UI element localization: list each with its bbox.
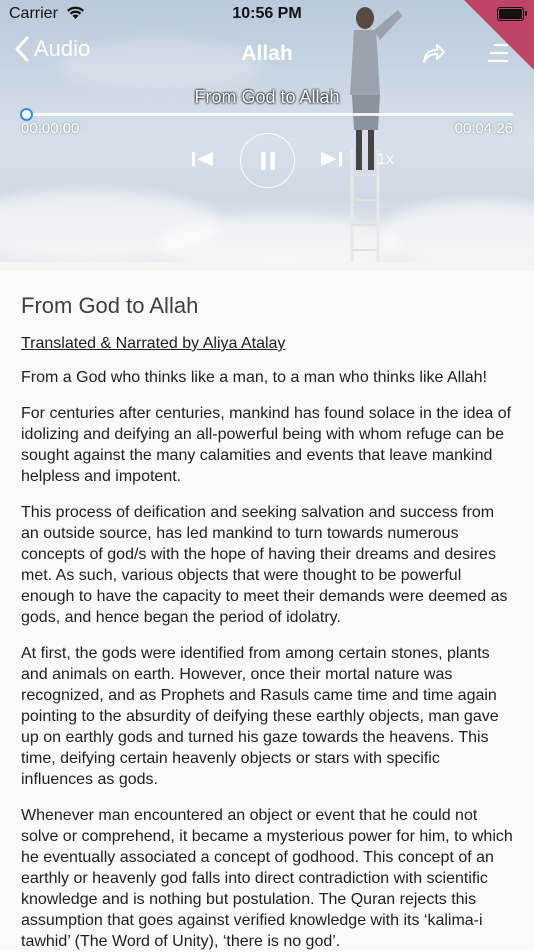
hamburger-menu-icon[interactable]	[486, 43, 510, 63]
article-paragraph: At first, the gods were identified from among certain stones, plants and animals on earth. However, once their mortal nature was recognized, and as Prophets and Rasuls came time and time again pointing to the absurdity of deifying these earthly objects, man gave up on earthly gods and turned his gaze towards the heavens. This time, deifying certain heavenly objects or stars with specific influences as gods.	[21, 645, 499, 788]
article-paragraph: Whenever man encountered an object or event that he could not solve or comprehend, it became a mysterious power for him, to which he eventually associated a concept of godhood. This concept of an earthly or heavenly god falls into direct contradiction with scientific knowledge and is nothing but postulation. The Quran rejects this assumption that goes against verified knowledge with its ‘kalima-i tawhid’ (The Word of Unity), ‘there is no god’.	[21, 807, 513, 950]
skip-previous-icon[interactable]	[191, 151, 215, 167]
section-divider	[0, 262, 534, 271]
navigation-bar	[0, 34, 534, 74]
pause-icon	[259, 151, 277, 171]
pause-button[interactable]	[240, 133, 295, 188]
chevron-left-icon	[14, 36, 30, 62]
elapsed-time: 00:00:00	[21, 120, 80, 137]
article-paragraph: From a God who thinks like a man, to a man who thinks like Allah!	[21, 369, 487, 386]
article-paragraph: This process of deification and seeking salvation and success from an outside source, has led mankind to turn towards numerous concepts of god/s with the hope of having their dreams and desires met. As such, various objects that were thought to be powerful enough to have the capacity to meet their demands were deemed as gods, and hence began the period of idolatry.	[21, 504, 508, 626]
progress-bar[interactable]	[26, 113, 513, 116]
playback-speed-button[interactable]: 1x	[377, 151, 394, 168]
skip-next-icon[interactable]	[319, 151, 343, 167]
page-title: Allah	[241, 42, 293, 65]
carrier-label: Carrier	[9, 5, 58, 22]
battery-icon	[497, 7, 524, 21]
article-credit-link[interactable]: Translated & Narrated by Aliya Atalay	[21, 335, 286, 352]
player-header	[0, 0, 534, 262]
track-title: From God to Allah	[194, 87, 340, 107]
status-bar	[0, 0, 534, 28]
article-paragraph: For centuries after centuries, mankind has found solace in the idea of idolizing and deifying an all-powerful being with whom refuge can be sought against the many calamities and events that leave mankind helpless and impotent.	[21, 405, 512, 485]
article	[0, 271, 534, 952]
status-time: 10:56 PM	[232, 5, 302, 22]
share-arrow-icon[interactable]	[422, 42, 446, 64]
back-button-label: Audio	[34, 36, 91, 61]
back-button[interactable]	[14, 36, 90, 62]
article-content	[0, 271, 534, 950]
total-time: 00:04:26	[454, 120, 513, 137]
article-title: From God to Allah	[21, 293, 199, 318]
